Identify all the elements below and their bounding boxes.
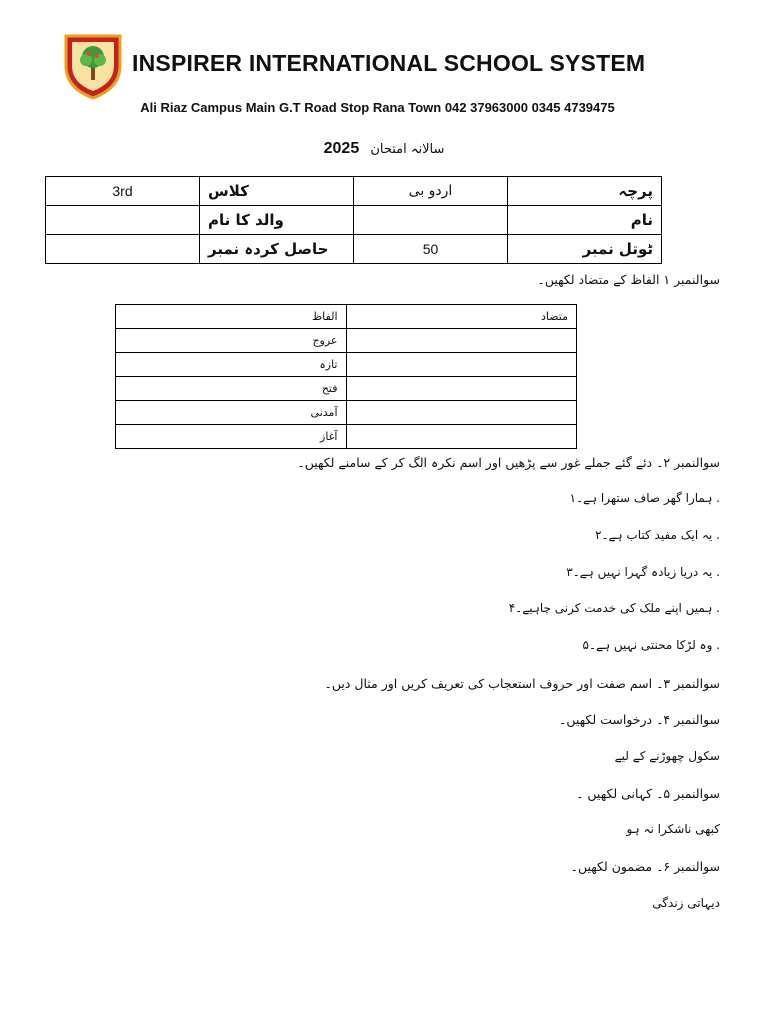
question-2: سوالنمبر ۲۔ دئے گئے جملے غور سے پڑھیں اور اسم نکرہ الگ کر کے سامنے لکھیں۔ [297,455,720,470]
exam-title: سالانہ امتحان [370,142,445,157]
table-row [116,401,577,425]
question-1: سوالنمبر ۱ الفاظ کے متضاد لکھیں۔ [537,272,720,287]
name-label: نام [508,206,662,235]
paper-value: اردو بی [354,177,508,206]
class-label: کلاس [200,177,354,206]
obtained-marks-value [46,235,200,264]
exam-year: 2025 [323,140,360,157]
student-info-table [45,176,662,264]
table-header-row [116,305,577,329]
answer-cell [346,377,577,401]
question-6: سوالنمبر ۶۔ مضمون لکھیں۔ [570,859,720,874]
answer-cell [346,353,577,377]
table-row [46,206,662,235]
father-name-label: والد کا نام [200,206,354,235]
words-header: الفاظ [116,305,347,329]
table-row [116,377,577,401]
question-4: سوالنمبر ۴۔ درخواست لکھیں۔ [559,712,720,727]
school-name: INSPIRER INTERNATIONAL SCHOOL SYSTEM [132,50,646,76]
sentence-2: . یہ ایک مفید کتاب ہے۔۲ [595,528,720,542]
total-marks-value: 50 [354,235,508,264]
table-row [46,177,662,206]
question-3: سوالنمبر ۳۔ اسم صفت اور حروف استعجاب کی تعریف کریں اور مثال دیں۔ [324,676,720,691]
class-value: 3rd [46,177,200,206]
total-marks-label: ٹوتل نمبر [508,235,662,264]
sentence-4: . ہمیں اپنے ملک کی خدمت کرنی چاہیے۔۴ [508,601,720,615]
father-name-value [46,206,200,235]
table-row [116,353,577,377]
table-row [116,329,577,353]
word-cell: فتح [116,377,347,401]
answer-cell [346,401,577,425]
question-5: سوالنمبر ۵۔ کہانی لکھیں ۔ [576,786,720,801]
name-value [354,206,508,235]
question-5-topic: کبھی ناشکرا نہ ہو [626,822,720,836]
antonyms-header: متضاد [346,305,577,329]
sentence-3: . یہ دریا زیادہ گہرا نہیں ہے۔۳ [566,565,720,579]
sentence-5: . وہ لڑکا محنتی نہیں ہے۔۵ [582,638,720,652]
word-cell: تازہ [116,353,347,377]
answer-cell [346,425,577,449]
word-cell: آمدنی [116,401,347,425]
obtained-marks-label: حاصل کردہ نمبر [200,235,354,264]
school-address: Ali Riaz Campus Main G.T Road Stop Rana Town 042 37963000 0345 4739475 [140,100,615,115]
word-cell: عروج [116,329,347,353]
question-6-topic: دیہاتی زندگی [652,896,720,910]
answer-cell [346,329,577,353]
table-row [116,425,577,449]
paper-label: پرچہ [508,177,662,206]
question-4-topic: سکول چھوڑنے کے لیے [614,749,720,763]
exam-heading [0,138,768,158]
school-logo [62,30,124,100]
antonyms-table [115,304,577,449]
table-row [46,235,662,264]
sentence-1: . ہمارا گھر صاف ستھرا ہے۔۱ [569,491,720,505]
word-cell: آغاز [116,425,347,449]
